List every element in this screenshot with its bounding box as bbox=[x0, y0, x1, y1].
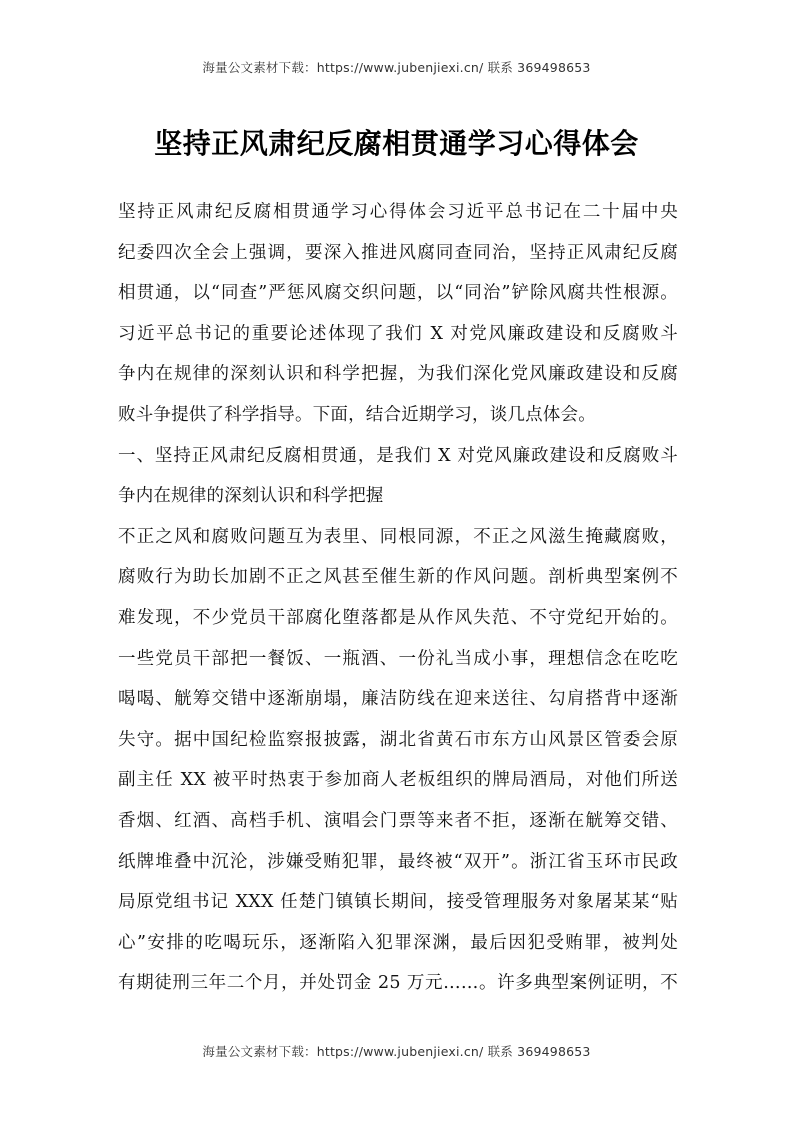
body-line: 喝喝、觥筹交错中逐渐崩塌，廉洁防线在迎来送往、勾肩搭背中逐渐 bbox=[118, 689, 678, 710]
body-line: 腐败行为助长加剧不正之风甚至催生新的作风问题。剖析典型案例不 bbox=[118, 567, 678, 588]
body-line: 不正之风和腐败问题互为表里、同根同源，不正之风滋生掩藏腐败， bbox=[118, 526, 678, 547]
page-footer: 海量公文素材下载：https://www.jubenjiexi.cn/ 联系 369498653 bbox=[202, 1044, 591, 1059]
body-line: 心”安排的吃喝玩乐，逐渐陷入犯罪深渊，最后因犯受贿罪，被判处 bbox=[118, 932, 678, 953]
body-line: 难发现，不少党员干部腐化堕落都是从作风失范、不守党纪开始的。 bbox=[118, 607, 678, 628]
body-line: 一些党员干部把一餐饭、一瓶酒、一份礼当成小事，理想信念在吃吃 bbox=[118, 648, 678, 669]
body-line: 失守。据中国纪检监察报披露，湖北省黄石市东方山风景区管委会原 bbox=[118, 729, 678, 750]
body-line: 相贯通，以“同查”严惩风腐交织问题，以“同治”铲除风腐共性根源。 bbox=[118, 283, 678, 304]
body-line: 香烟、红酒、高档手机、演唱会门票等来者不拒，逐渐在觥筹交错、 bbox=[118, 810, 678, 831]
body-line: 争内在规律的深刻认识和科学把握，为我们深化党风廉政建设和反腐 bbox=[118, 364, 678, 385]
section-heading-line: 一、坚持正风肃纪反腐相贯通，是我们 X 对党风廉政建设和反腐败斗 bbox=[118, 445, 678, 466]
body-line: 习近平总书记的重要论述体现了我们 X 对党风廉政建设和反腐败斗 bbox=[118, 323, 678, 344]
body-line: 有期徒刑三年二个月，并处罚金 25 万元……。许多典型案例证明，不 bbox=[118, 973, 678, 994]
document-body bbox=[118, 192, 678, 1004]
body-line: 纪委四次全会上强调，要深入推进风腐同查同治，坚持正风肃纪反腐 bbox=[118, 242, 678, 263]
body-line: 局原党组书记 XXX 任楚门镇镇长期间，接受管理服务对象屠某某“贴 bbox=[118, 892, 678, 913]
document-title: 坚持正风肃纪反腐相贯通学习心得体会 bbox=[154, 127, 639, 160]
section-heading-line: 争内在规律的深刻认识和科学把握 bbox=[118, 486, 384, 507]
body-line: 坚持正风肃纪反腐相贯通学习心得体会习近平总书记在二十届中央 bbox=[118, 202, 678, 222]
page-header: 海量公文素材下载：https://www.jubenjiexi.cn/ 联系 369498653 bbox=[202, 60, 591, 75]
body-line: 副主任 XX 被平时热衷于参加商人老板组织的牌局酒局，对他们所送 bbox=[118, 770, 678, 791]
body-line: 败斗争提供了科学指导。下面，结合近期学习，谈几点体会。 bbox=[118, 404, 596, 425]
body-line: 纸牌堆叠中沉沦，涉嫌受贿犯罪，最终被“双开”。浙江省玉环市民政 bbox=[118, 851, 678, 872]
